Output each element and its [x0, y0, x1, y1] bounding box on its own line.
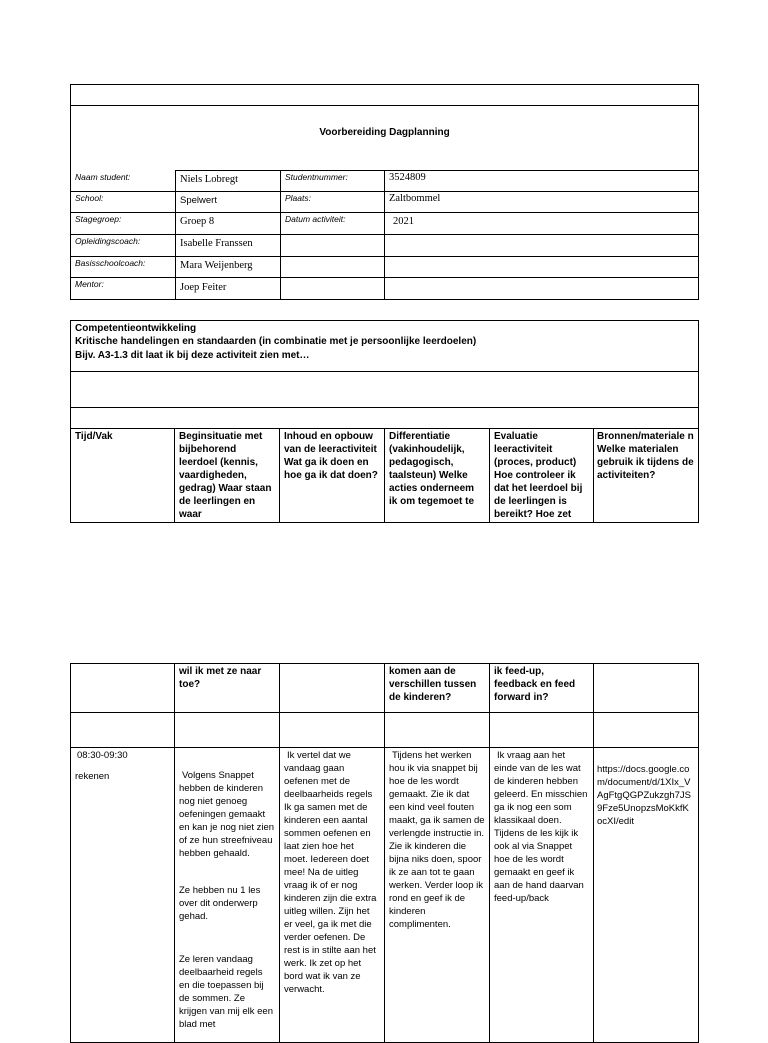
form-title: Voorbereiding Dagplanning	[319, 127, 450, 138]
form-divider	[384, 170, 385, 300]
student-name-label: Naam student:	[75, 172, 131, 182]
activity-time: 08:30-09:30	[77, 750, 128, 761]
table-divider	[279, 663, 280, 1043]
school-value: Spelwert	[180, 195, 217, 206]
content-text: Ik vertel dat we vandaag gaan oefenen met de deelbaarheids regels Ik ga samen met de kinderen een aantal sommen oefenen en laat zien hoe het moet. Iedereen doet mee! Na de uitleg vraag ik of er nog kinderen zijn die extra uitleg willen. Zijn het er veel, ga ik met die verder oefenen. De rest is in stilte aan het werk. Ik zet op het bord wat ik van ze verwacht.	[284, 750, 377, 995]
table-divider	[279, 428, 280, 523]
mentor-value: Joep Feiter	[180, 282, 227, 293]
activity-date-label: Datum activiteit:	[285, 214, 346, 224]
column-header-evaluation: Evaluatie leeractiviteit (proces, product) Hoe controleer ik dat het leerdoel bij de leerlingen is bereikt? Hoe zet	[494, 431, 583, 520]
column-header-evaluation-continued: ik feed-up, feedback en feed forward in?	[494, 666, 576, 703]
column-header-begin-continued: wil ik met ze naar toe?	[179, 666, 262, 690]
table-divider	[70, 407, 699, 408]
sources-link[interactable]: https://docs.google.com/document/d/1XIx_VAgFtgQGPZukzgh7JS9Fze5UnopzsMoKkfKocXI/edit	[597, 764, 691, 827]
column-header-content: Inhoud en opbouw van de leeractiviteit Wat ga ik doen en hoe ga ik dat doen?	[284, 431, 378, 481]
table-divider	[489, 428, 490, 523]
school-label: School:	[75, 193, 104, 203]
column-header-differentiation: Differentiatie (vakinhoudelijk, pedagogisch, taalsteun) Welke acties onderneem ik om tegemoet te	[389, 431, 475, 507]
training-coach-label: Opleidingscoach:	[75, 236, 141, 246]
column-header-sources: Bronnen/materiale n Welke materialen gebruik ik tijdens de activiteiten?	[597, 431, 694, 481]
begin-situation-text: Ze hebben nu 1 les over dit onderwerp gehad.	[179, 885, 261, 922]
competence-heading: Competentieontwikkeling	[75, 323, 197, 334]
begin-situation-text: Ze leren vandaag deelbaarheid regels en die toepassen bij de sommen. Ze krijgen van mij elk een blad met	[179, 954, 273, 1030]
form-divider	[280, 170, 281, 300]
form-divider	[175, 170, 176, 300]
mentor-label: Mentor:	[75, 279, 104, 289]
training-coach-value: Isabelle Franssen	[180, 238, 253, 249]
stage-group-value: Groep 8	[180, 216, 215, 227]
student-number-value: 3524809	[389, 172, 426, 183]
table-divider	[174, 428, 175, 523]
student-number-label: Studentnummer:	[285, 172, 348, 182]
column-header-time: Tijd/Vak	[75, 431, 113, 442]
begin-situation-text: Volgens Snappet hebben de kinderen nog niet genoeg oefeningen gemaakt en kan je nog niet zien of ze hun streefniveau hebben gehaald.	[179, 770, 275, 859]
table-divider	[593, 663, 594, 1043]
table-divider	[384, 428, 385, 523]
stage-group-label: Stagegroep:	[75, 214, 122, 224]
place-value: Zaltbommel	[389, 193, 441, 204]
column-header-begin: Beginsituatie met bijbehorend leerdoel (kennis, vaardigheden, gedrag) Waar staan de leerlingen en waar	[179, 431, 272, 520]
table-divider	[489, 663, 490, 1043]
activity-date-value: 2021	[393, 216, 414, 227]
competence-example: Bijv. A3-1.3 dit laat ik bij deze activiteit zien met…	[75, 350, 310, 361]
competence-subheading: Kritische handelingen en standaarden (in combinatie met je persoonlijke leerdoelen)	[75, 336, 477, 347]
school-coach-label: Basisschoolcoach:	[75, 258, 146, 268]
evaluation-text: Ik vraag aan het einde van de les wat de kinderen hebben geleerd. En misschien ga ik nog een som klassikaal doen. Tijdens de les kijk ik ook al via Snappet hoe de les wordt gemaakt en geef ik aan de hand daarvan feed-up/back	[494, 750, 588, 904]
column-header-differentiation-continued: komen aan de verschillen tussen de kinderen?	[389, 666, 477, 703]
form-divider	[175, 170, 699, 171]
activity-subject: rekenen	[75, 771, 110, 782]
table-divider	[174, 663, 175, 1043]
table-divider	[593, 428, 594, 523]
table-divider	[70, 371, 699, 372]
student-name-value: Niels Lobregt	[180, 174, 239, 185]
table-divider	[384, 663, 385, 1043]
school-coach-value: Mara Weijenberg	[180, 260, 253, 271]
differentiation-text: Tijdens het werken hou ik via snappet bij hoe de les wordt gemaakt. Zie ik dat een kind veel fouten maakt, ga ik samen de verlengde instructie in. Zie ik kinderen die bijna niks doen, spoor ik ze aan tot te gaan werken. Verder loop ik rond en geef ik de kinderen complimenten.	[389, 750, 485, 930]
form-divider	[70, 105, 699, 106]
place-label: Plaats:	[285, 193, 311, 203]
